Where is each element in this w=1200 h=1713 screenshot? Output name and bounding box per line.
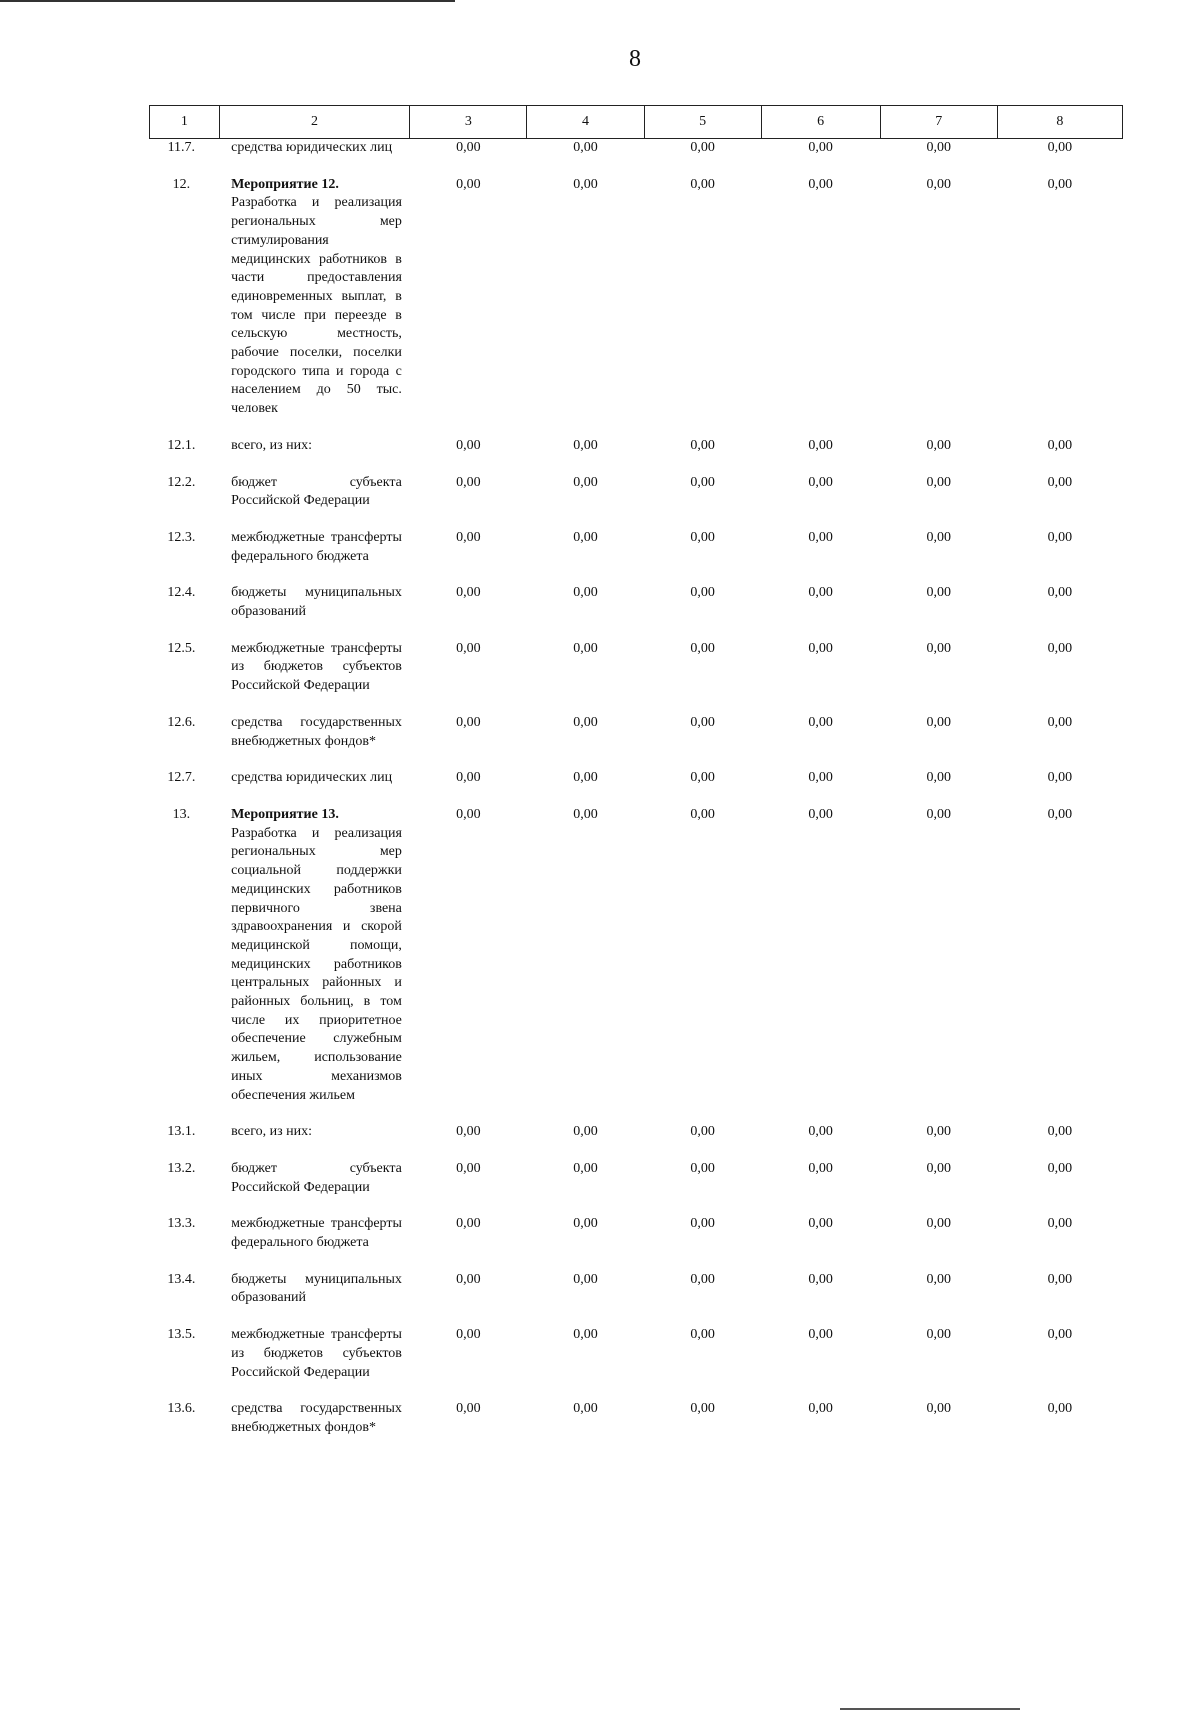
value-cell-col-6: 0,00: [808, 1327, 833, 1343]
row-description: [219, 176, 410, 437]
value-cell-col-6: 0,00: [808, 529, 833, 545]
row-description: [219, 584, 410, 639]
table-row: [150, 1326, 1123, 1400]
value-cell-col-4: 0,00: [573, 529, 598, 545]
value-cell-col-7: 0,00: [926, 1327, 951, 1343]
activity-title: Мероприятие 13.: [231, 806, 339, 822]
value-cell-col-3: 0,00: [456, 140, 481, 155]
row-text: средства государственных внебюджетных фондов*: [231, 714, 402, 749]
value-cell-col-4: 0,00: [573, 176, 598, 192]
table-row: [150, 1123, 1123, 1160]
row-number: 13.5.: [167, 1327, 196, 1343]
value-cell-col-6: 0,00: [808, 806, 833, 822]
row-text: Разработка и реализация региональных мер стимулирования медицинских работников в части предоставления единовременных выплат, в том числе при переезде в сельскую местность, рабочие поселки, поселки городского типа и города с населением до 50 тыс. человек: [231, 195, 402, 417]
value-cell-col-3: 0,00: [456, 176, 481, 192]
value-cell-col-6: 0,00: [808, 1160, 833, 1176]
value-cell-col-3: 0,00: [456, 1216, 481, 1232]
row-description: [219, 474, 410, 529]
value-cell-col-8: 0,00: [1047, 714, 1073, 730]
row-text: бюджет субъекта Российской Федерации: [231, 474, 402, 509]
header-col-2: 2: [219, 106, 410, 139]
value-cell-col-3: 0,00: [456, 714, 481, 730]
value-cell-col-4: 0,00: [573, 140, 598, 155]
value-cell-col-5: 0,00: [690, 1216, 715, 1232]
value-cell-col-5: 0,00: [690, 1271, 715, 1287]
scan-edge-line-bottom: [840, 1708, 1020, 1710]
value-cell-col-5: 0,00: [690, 529, 715, 545]
value-cell-col-6: 0,00: [808, 585, 833, 601]
value-cell-col-7: 0,00: [926, 176, 951, 192]
value-cell-col-8: 0,00: [1047, 1327, 1073, 1343]
row-number: 13.2.: [167, 1160, 196, 1176]
table-row: [150, 1271, 1123, 1326]
value-cell-col-7: 0,00: [926, 770, 951, 786]
table-row: [150, 176, 1123, 437]
value-cell-col-5: 0,00: [690, 1327, 715, 1343]
value-cell-col-3: 0,00: [456, 474, 481, 490]
value-cell-col-4: 0,00: [573, 1327, 598, 1343]
header-col-5: 5: [644, 106, 761, 139]
header-col-3: 3: [410, 106, 527, 139]
row-number: 12.5.: [167, 640, 196, 656]
value-cell-col-5: 0,00: [690, 437, 715, 453]
value-cell-col-5: 0,00: [690, 474, 715, 490]
value-cell-col-7: 0,00: [926, 1216, 951, 1232]
row-text: Разработка и реализация региональных мер социальной поддержки медицинских работников первичного звена здравоохранения и скорой медицинской помощи, медицинских работников центральных районных и районных больниц, в том числе их приоритетное обеспечение служебным жильем, использование иных механизмов обеспечения жильем: [231, 825, 402, 1103]
row-text: средства государственных внебюджетных фондов*: [231, 1401, 402, 1435]
row-text: всего, из них:: [231, 1124, 313, 1140]
table-row: [150, 437, 1123, 474]
row-number: 13.: [172, 806, 191, 822]
value-cell-col-3: 0,00: [456, 1160, 481, 1176]
value-cell-col-7: 0,00: [926, 1160, 951, 1176]
value-cell-col-8: 0,00: [1047, 640, 1073, 656]
value-cell-col-8: 0,00: [1047, 176, 1073, 192]
value-cell-col-5: 0,00: [690, 1401, 715, 1417]
scan-edge-line-top: [0, 0, 455, 2]
value-cell-col-6: 0,00: [808, 714, 833, 730]
value-cell-col-3: 0,00: [456, 1327, 481, 1343]
row-text: межбюджетные трансферты из бюджетов субъектов Российской Федерации: [231, 1327, 402, 1380]
value-cell-col-6: 0,00: [808, 437, 833, 453]
value-cell-col-6: 0,00: [808, 1401, 833, 1417]
row-text: межбюджетные трансферты федерального бюджета: [231, 529, 402, 564]
value-cell-col-6: 0,00: [808, 140, 833, 155]
row-text: бюджет субъекта Российской Федерации: [231, 1160, 402, 1195]
header-col-1: 1: [150, 106, 220, 139]
value-cell-col-4: 0,00: [573, 640, 598, 656]
value-cell-col-8: 0,00: [1047, 140, 1073, 155]
value-cell-col-5: 0,00: [690, 640, 715, 656]
value-cell-col-3: 0,00: [456, 770, 481, 786]
table-body: [150, 139, 1123, 1456]
value-cell-col-7: 0,00: [926, 806, 951, 822]
value-cell-col-8: 0,00: [1047, 1216, 1073, 1232]
value-cell-col-7: 0,00: [926, 1401, 951, 1417]
value-cell-col-3: 0,00: [456, 1124, 481, 1140]
value-cell-col-6: 0,00: [808, 1271, 833, 1287]
row-description: [219, 769, 410, 806]
table-row: [150, 714, 1123, 769]
value-cell-col-5: 0,00: [690, 140, 715, 155]
row-number: 13.4.: [167, 1271, 196, 1287]
table-row: [150, 806, 1123, 1123]
header-col-7: 7: [880, 106, 997, 139]
row-description: [219, 1160, 410, 1215]
value-cell-col-4: 0,00: [573, 1216, 598, 1232]
value-cell-col-3: 0,00: [456, 529, 481, 545]
value-cell-col-6: 0,00: [808, 474, 833, 490]
table-row: [150, 139, 1123, 176]
row-description: [219, 1123, 410, 1160]
value-cell-col-3: 0,00: [456, 1401, 481, 1417]
value-cell-col-7: 0,00: [926, 1271, 951, 1287]
value-cell-col-7: 0,00: [926, 640, 951, 656]
row-number: 12.4.: [167, 585, 196, 601]
page-number: 8: [629, 46, 641, 72]
table-row: [150, 769, 1123, 806]
value-cell-col-8: 0,00: [1047, 1401, 1073, 1417]
value-cell-col-7: 0,00: [926, 437, 951, 453]
row-number: 12.6.: [167, 714, 196, 730]
row-description: [219, 139, 410, 176]
table-header: [150, 106, 1123, 139]
value-cell-col-4: 0,00: [573, 474, 598, 490]
value-cell-col-7: 0,00: [926, 714, 951, 730]
value-cell-col-8: 0,00: [1047, 474, 1073, 490]
activity-title: Мероприятие 12.: [231, 176, 339, 192]
value-cell-col-5: 0,00: [690, 806, 715, 822]
value-cell-col-8: 0,00: [1047, 1271, 1073, 1287]
value-cell-col-7: 0,00: [926, 585, 951, 601]
value-cell-col-4: 0,00: [573, 585, 598, 601]
table-row: [150, 1160, 1123, 1215]
value-cell-col-3: 0,00: [456, 806, 481, 822]
value-cell-col-3: 0,00: [456, 1271, 481, 1287]
header-col-4: 4: [527, 106, 644, 139]
value-cell-col-3: 0,00: [456, 585, 481, 601]
value-cell-col-4: 0,00: [573, 806, 598, 822]
row-description: [219, 640, 410, 714]
row-number: 13.1.: [167, 1124, 196, 1140]
row-text: межбюджетные трансферты федерального бюджета: [231, 1216, 402, 1251]
value-cell-col-5: 0,00: [690, 1160, 715, 1176]
value-cell-col-4: 0,00: [573, 1124, 598, 1140]
value-cell-col-4: 0,00: [573, 714, 598, 730]
row-number: 12.: [172, 176, 191, 192]
row-number: 12.1.: [167, 437, 196, 453]
row-description: [219, 714, 410, 769]
budget-table: [149, 105, 1123, 1456]
table-row: [150, 1215, 1123, 1270]
value-cell-col-8: 0,00: [1047, 585, 1073, 601]
row-number: 12.3.: [167, 529, 196, 545]
row-description: [219, 1215, 410, 1270]
value-cell-col-3: 0,00: [456, 437, 481, 453]
value-cell-col-8: 0,00: [1047, 1124, 1073, 1140]
row-number: 11.7.: [167, 140, 196, 155]
value-cell-col-4: 0,00: [573, 1401, 598, 1417]
row-number: 12.7.: [167, 770, 196, 786]
row-number: 13.6.: [167, 1401, 196, 1417]
value-cell-col-4: 0,00: [573, 1160, 598, 1176]
value-cell-col-8: 0,00: [1047, 1160, 1073, 1176]
row-text: средства юридических лиц: [231, 140, 393, 155]
value-cell-col-8: 0,00: [1047, 437, 1073, 453]
value-cell-col-6: 0,00: [808, 770, 833, 786]
value-cell-col-6: 0,00: [808, 176, 833, 192]
header-col-6: 6: [761, 106, 880, 139]
table-row: [150, 640, 1123, 714]
value-cell-col-8: 0,00: [1047, 529, 1073, 545]
value-cell-col-4: 0,00: [573, 437, 598, 453]
value-cell-col-5: 0,00: [690, 770, 715, 786]
value-cell-col-6: 0,00: [808, 1124, 833, 1140]
header-col-8: 8: [997, 106, 1122, 139]
value-cell-col-8: 0,00: [1047, 806, 1073, 822]
row-description: [219, 1400, 410, 1455]
row-text: бюджеты муниципальных образований: [231, 585, 402, 620]
value-cell-col-5: 0,00: [690, 714, 715, 730]
row-description: [219, 806, 410, 1123]
value-cell-col-7: 0,00: [926, 474, 951, 490]
row-description: [219, 529, 410, 584]
value-cell-col-8: 0,00: [1047, 770, 1073, 786]
value-cell-col-6: 0,00: [808, 1216, 833, 1232]
row-description: [219, 1326, 410, 1400]
table-row: [150, 1400, 1123, 1455]
table-row: [150, 584, 1123, 639]
value-cell-col-7: 0,00: [926, 1124, 951, 1140]
row-number: 13.3.: [167, 1216, 196, 1232]
table-row: [150, 529, 1123, 584]
row-text: всего, из них:: [231, 437, 313, 453]
value-cell-col-4: 0,00: [573, 770, 598, 786]
row-description: [219, 437, 410, 474]
value-cell-col-3: 0,00: [456, 640, 481, 656]
table-row: [150, 474, 1123, 529]
value-cell-col-7: 0,00: [926, 529, 951, 545]
value-cell-col-5: 0,00: [690, 176, 715, 192]
value-cell-col-5: 0,00: [690, 585, 715, 601]
value-cell-col-7: 0,00: [926, 140, 951, 155]
row-description: [219, 1271, 410, 1326]
value-cell-col-5: 0,00: [690, 1124, 715, 1140]
row-text: бюджеты муниципальных образований: [231, 1271, 402, 1306]
header-row: [150, 106, 1123, 139]
row-text: межбюджетные трансферты из бюджетов субъектов Российской Федерации: [231, 640, 402, 694]
value-cell-col-6: 0,00: [808, 640, 833, 656]
value-cell-col-4: 0,00: [573, 1271, 598, 1287]
row-number: 12.2.: [167, 474, 196, 490]
row-text: средства юридических лиц: [231, 770, 393, 786]
